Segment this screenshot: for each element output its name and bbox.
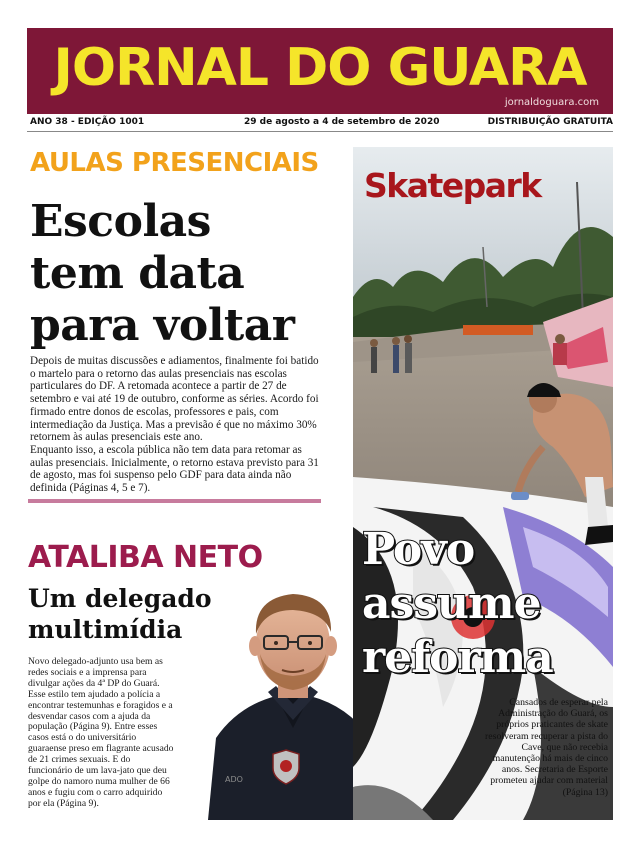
headline-line: para voltar [30,300,295,351]
story1-body [30,355,320,495]
masthead [27,28,613,114]
headline-line: Escolas [30,196,211,247]
header-divider [27,131,613,132]
edition-bar [30,117,613,129]
story2-body: Novo delegado-adjunto usa bem as redes sociais e a imprensa para divulgar ações da 4ª DP do Guará. Esse estilo tem ajudado a polícia a encontrar testemunhas e foragidos e a desvendar casos com a ajuda da população (Página 9). Entre esses casos está o do universitário guaraense preso em flagrante acusado de 21 crimes sexuais. E do funcionário de um lava-jato que deu golpe do namoro numa mulher de 66 anos e fugiu com o carro adquirido por ela (Página 9). [28,656,174,809]
story1-headline[interactable] [30,196,330,352]
headline-line: assume [362,578,541,629]
story2-headline[interactable] [28,583,212,645]
story3-headline[interactable] [362,523,553,685]
website-url[interactable]: jornaldoguara.com [504,97,599,108]
story1-kicker: AULAS PRESENCIAIS [30,148,319,178]
headline-line: multimídia [28,615,183,644]
story1-paragraph: Enquanto isso, a escola pública não tem data para retomar as aulas presenciais. Inicialmente, o retorno estava previsto para 31 de agosto, mas foi suspenso pelo GDF para data ainda não definida (Páginas 4, 5 e 7). [30,443,319,495]
headline-line: reforma [362,632,553,683]
skatepark-caption: Cansados de esperar pela Administração do Guará, os próprios praticantes de skate resolveram recuperar a pista do Cave, que não recebia manutenção há mais de cinco anos. Secretaria de Esporte prometeu ajudar com material (Página 13) [485,697,608,798]
skatepark-label: Skatepark [364,166,541,205]
edition-number: ANO 38 - EDIÇÃO 1001 [30,117,145,127]
newspaper-title: JORNAL DO GUARA [53,38,587,98]
svg-text:ADO: ADO [225,775,243,784]
story2-kicker: ATALIBA NETO [28,540,263,575]
section-divider [28,499,321,503]
headline-line: tem data [30,248,245,299]
story1-paragraph: Depois de muitas discussões e adiamentos, finalmente foi batido o martelo para o retorno das aulas presenciais nas escolas particulares do DF. A retomada acontece a partir de 27 de setembro e vai até 19 de outubro, conforme as séries. Acordo foi firmado entre donos de escolas, professores e pais, com intermediação da Justiça. Mas a previsão é que no máximo 30% retornem às aulas presenciais este ano. [30,355,319,444]
distribution-note: DISTRIBUIÇÃO GRATUITA [487,117,613,127]
headline-line: Um delegado [28,584,212,613]
edition-date: 29 de agosto a 4 de setembro de 2020 [244,117,440,127]
headline-line: Povo [362,524,475,575]
